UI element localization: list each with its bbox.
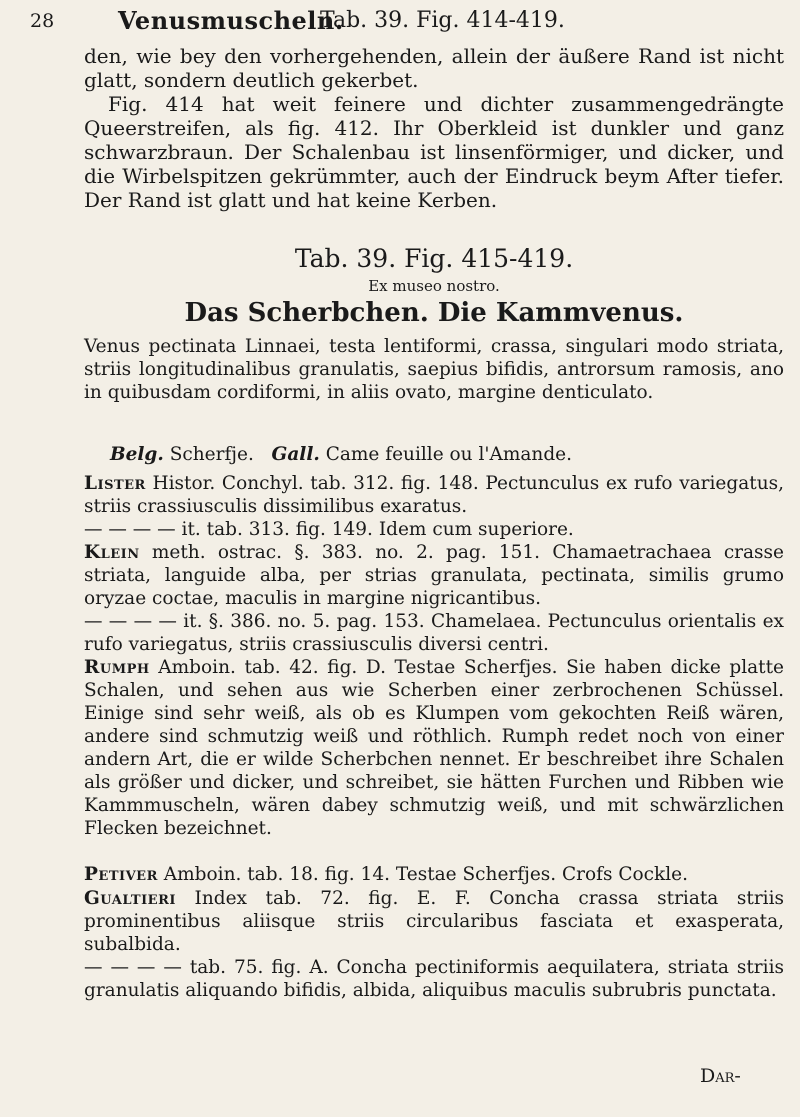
- reference-text: Amboin. tab. 42. fig. D. Testae Scherfjes. Sie haben dicke platte Schalen, und sehen aus wie Scherben einer zerbrochenen Schüssel. Einige sind sehr weiß, als ob es Klumpen vom gekochten Reiß wären, andere sind schmutzig weiß und röthlich. Rumph redet noch von einer andern Art, die er wilde Scherbchen nennet. Er beschreibet ihre Schalen als größer und dicker, und schreibet, sie hätten Furchen und Ribben wie Kammmuscheln, wären dabey schmutzig weiß, und mit schwärzlichen Flecken bezeichnet.: [84, 657, 784, 839]
- reference-text: Histor. Conchyl. tab. 312. fig. 148. Pectunculus ex rufo variegatus, striis crassiusculis dissimilibus exaratus.: [84, 473, 784, 517]
- reference-petiver: [84, 863, 784, 886]
- reference-gualtieri-2: [84, 956, 784, 1002]
- reference-klein: [84, 541, 784, 610]
- belg-name: Scherfje.: [169, 444, 254, 465]
- author: Lister: [84, 473, 146, 494]
- reference-text: meth. ostrac. §. 383. no. 2. pag. 151. Chamaetrachaea crasse striata, languide alba, per strias granulata, pectinata, similis grumo oryzae coctae, maculis in margine nigricantibus.: [84, 542, 784, 609]
- reference-gualtieri: [84, 887, 784, 956]
- page-header: [30, 4, 770, 40]
- gall-label: Gall.: [271, 444, 320, 465]
- running-title: Venusmuscheln.: [118, 6, 344, 35]
- author-ditto: — — — —: [84, 957, 182, 978]
- reference-lister: [84, 472, 784, 518]
- gall-name: Came feuille ou l'Amande.: [325, 444, 573, 465]
- author: Petiver: [84, 864, 158, 885]
- reference-text: Amboin. tab. 18. fig. 14. Testae Scherfjes. Crofs Cockle.: [163, 864, 688, 885]
- latin-description: Venus pectinata Linnaei, testa lentiformi, crassa, singulari modo striata, striis longitudinalibus granulatis, saepius bifidis, antrorsum ramosis, ano in quibusdam cordiformi, in aliis ovato, margine denticulato.: [84, 336, 784, 403]
- intro-paragraph: den, wie bey den vorhergehenden, allein der äußere Rand ist nicht glatt, sondern deutlich gekerbet.: [84, 44, 784, 92]
- author: Rumph: [84, 657, 150, 678]
- reference-text: Index tab. 72. fig. E. F. Concha crassa striata striis prominentibus aliisque striis circularibus fasciata et exasperata, subalbida.: [84, 888, 784, 955]
- reference-text: tab. 75. fig. A. Concha pectiniformis aequilatera, striata striis granulatis aliquando bifidis, albida, aliquibus maculis subrubris punctata.: [84, 957, 784, 1001]
- section-title: Das Scherbchen. Die Kammvenus.: [184, 298, 684, 328]
- plate-reference: Tab. 39. Fig. 414-419.: [320, 8, 565, 33]
- author-ditto: — — — —: [84, 611, 177, 632]
- reference-text: it. §. 386. no. 5. pag. 153. Chamelaea. Pectunculus orientalis ex rufo variegatus, striis crassiusculis diversi centri.: [84, 611, 784, 655]
- author: Gualtieri: [84, 888, 176, 909]
- reference-klein-2: [84, 610, 784, 656]
- belg-label: Belg.: [110, 444, 164, 465]
- author: Klein: [84, 542, 140, 563]
- catchword: Dar-: [700, 1065, 741, 1087]
- section-plate-heading: Tab. 39. Fig. 415-419.: [294, 244, 574, 273]
- reference-text: it. tab. 313. fig. 149. Idem cum superiore.: [181, 519, 574, 540]
- fig-414-paragraph: Fig. 414 hat weit feinere und dichter zusammengedrängte Queerstreifen, als fig. 412. Ihr Oberkleid ist dunkler und ganz schwarzbraun. Der Schalenbau ist linsenförmiger, und dicker, und die Wirbelspitzen gekrümmter, auch der Eindruck beym After tiefer. Der Rand ist glatt und hat keine Kerben.: [84, 92, 784, 212]
- reference-rumph: [84, 656, 784, 840]
- page-number: 28: [30, 10, 55, 32]
- museum-note: Ex museo nostro.: [368, 277, 500, 295]
- reference-lister-2: [84, 518, 784, 541]
- author-ditto: — — — —: [84, 519, 176, 540]
- vernacular-names: [110, 443, 784, 466]
